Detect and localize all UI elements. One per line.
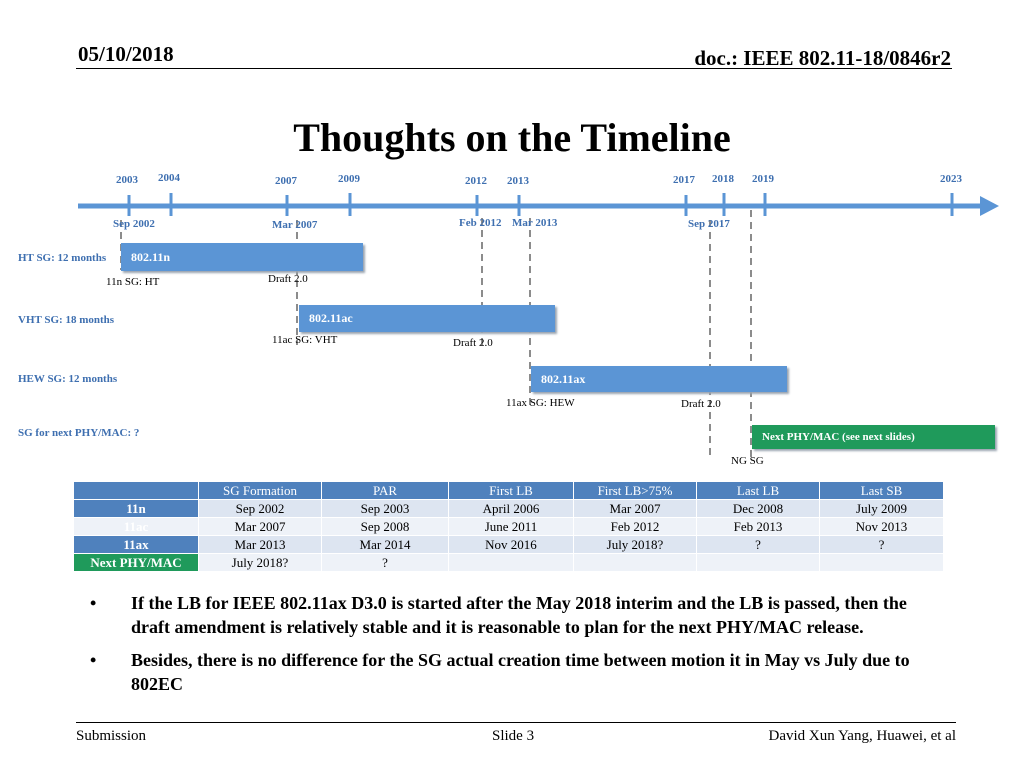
table-header-cell: First LB (449, 482, 574, 500)
year-label: 2018 (712, 173, 734, 185)
table-row-head: 11ac (74, 518, 199, 536)
bar-label: 802.11n (131, 249, 171, 264)
year-label: 2023 (940, 173, 962, 185)
table-header-cell (74, 482, 199, 500)
year-label: 2013 (507, 175, 529, 187)
bar-802-11ax (531, 366, 787, 392)
table-cell: June 2011 (449, 518, 574, 536)
bar-label: 802.11ac (309, 311, 353, 325)
year-label: 2017 (673, 174, 695, 186)
slide-title: Thoughts on the Timeline (293, 115, 731, 160)
bullet-list (80, 591, 950, 705)
header-date: 05/10/2018 (78, 42, 174, 66)
table-cell: April 2006 (449, 500, 574, 518)
table-cell: Mar 2013 (199, 536, 322, 554)
table-cell (449, 554, 574, 572)
draft-note: Draft 2.0 (453, 337, 493, 349)
table-header-cell: Last LB (697, 482, 820, 500)
table-row (74, 500, 944, 518)
table-row (74, 518, 944, 536)
bar-label: Next PHY/MAC (see next slides) (762, 431, 915, 443)
table-cell: July 2009 (820, 500, 944, 518)
sg-duration-label: SG for next PHY/MAC: ? (18, 427, 140, 439)
table-cell (697, 554, 820, 572)
sg-duration-label: HEW SG: 12 months (18, 373, 118, 385)
year-label: 2012 (465, 175, 487, 187)
marker-label: Mar 2013 (512, 217, 558, 229)
year-label: 2007 (275, 175, 297, 187)
table-cell: July 2018? (574, 536, 697, 554)
sg-note: NG SG (731, 455, 764, 467)
year-label: 2003 (116, 174, 138, 186)
table-row-head: 11n (74, 500, 199, 518)
table-row (74, 554, 944, 572)
table-cell: Nov 2016 (449, 536, 574, 554)
table-header-cell: First LB>75% (574, 482, 697, 500)
sg-note: 11ax SG: HEW (506, 397, 575, 409)
bar-label: 802.11ax (541, 371, 586, 386)
footer-left: Submission (76, 728, 147, 744)
marker-label: Feb 2012 (459, 217, 502, 229)
sg-duration-label: HT SG: 12 months (18, 252, 107, 264)
table-row (74, 536, 944, 554)
sg-note: 11n SG: HT (106, 276, 160, 288)
footer-author: David Xun Yang, Huawei, et al (768, 728, 956, 744)
table-cell: ? (322, 554, 449, 572)
table-row-head: Next PHY/MAC (74, 554, 199, 572)
year-label: 2019 (752, 173, 774, 185)
table-cell: Feb 2013 (697, 518, 820, 536)
bullet-item (80, 591, 950, 639)
bullet-marker: • (90, 650, 97, 670)
table-cell: Feb 2012 (574, 518, 697, 536)
marker-label: Sep 2002 (113, 218, 155, 230)
bar-802-11n (121, 243, 363, 271)
table-cell: July 2018? (199, 554, 322, 572)
bar-next-phy-mac (752, 425, 995, 449)
marker-label: Sep 2017 (688, 218, 730, 230)
timeline-arrowhead (980, 196, 999, 216)
marker-label: Mar 2007 (272, 219, 318, 231)
table-cell: ? (697, 536, 820, 554)
table-cell (574, 554, 697, 572)
table-cell: Mar 2007 (199, 518, 322, 536)
table-cell (820, 554, 944, 572)
footer-slide-number: Slide 3 (492, 728, 535, 744)
table-cell: Mar 2014 (322, 536, 449, 554)
table-row-head: 11ax (74, 536, 199, 554)
sg-note: 11ac SG: VHT (272, 334, 338, 346)
draft-note: Draft 2.0 (681, 398, 721, 410)
draft-note: Draft 2.0 (268, 273, 308, 285)
bullet-text: Besides, there is no difference for the SG actual creation time between motion it in May vs July due to 802EC (131, 650, 910, 694)
bullet-item (80, 648, 950, 696)
year-label: 2004 (158, 172, 180, 184)
bullet-marker: • (90, 593, 97, 613)
table-cell: ? (820, 536, 944, 554)
table-cell: Dec 2008 (697, 500, 820, 518)
table-header-cell: Last SB (820, 482, 944, 500)
table-header-cell: PAR (322, 482, 449, 500)
footer-rule (76, 722, 956, 723)
timeline-table (73, 481, 944, 572)
year-label: 2009 (338, 173, 360, 185)
table-header-row (74, 482, 944, 500)
table-cell: Nov 2013 (820, 518, 944, 536)
bar-802-11ac (299, 305, 555, 332)
table-cell: Sep 2002 (199, 500, 322, 518)
table-cell: Mar 2007 (574, 500, 697, 518)
table-cell: Sep 2003 (322, 500, 449, 518)
table-cell: Sep 2008 (322, 518, 449, 536)
bullet-text: If the LB for IEEE 802.11ax D3.0 is started after the May 2018 interim and the LB is passed, then the draft amendment is relatively stable and it is reasonable to plan for the next PHY/MAC release. (131, 593, 907, 637)
table-header-cell: SG Formation (199, 482, 322, 500)
sg-duration-label: VHT SG: 18 months (18, 314, 115, 326)
header-doc-id: doc.: IEEE 802.11-18/0846r2 (694, 46, 951, 70)
